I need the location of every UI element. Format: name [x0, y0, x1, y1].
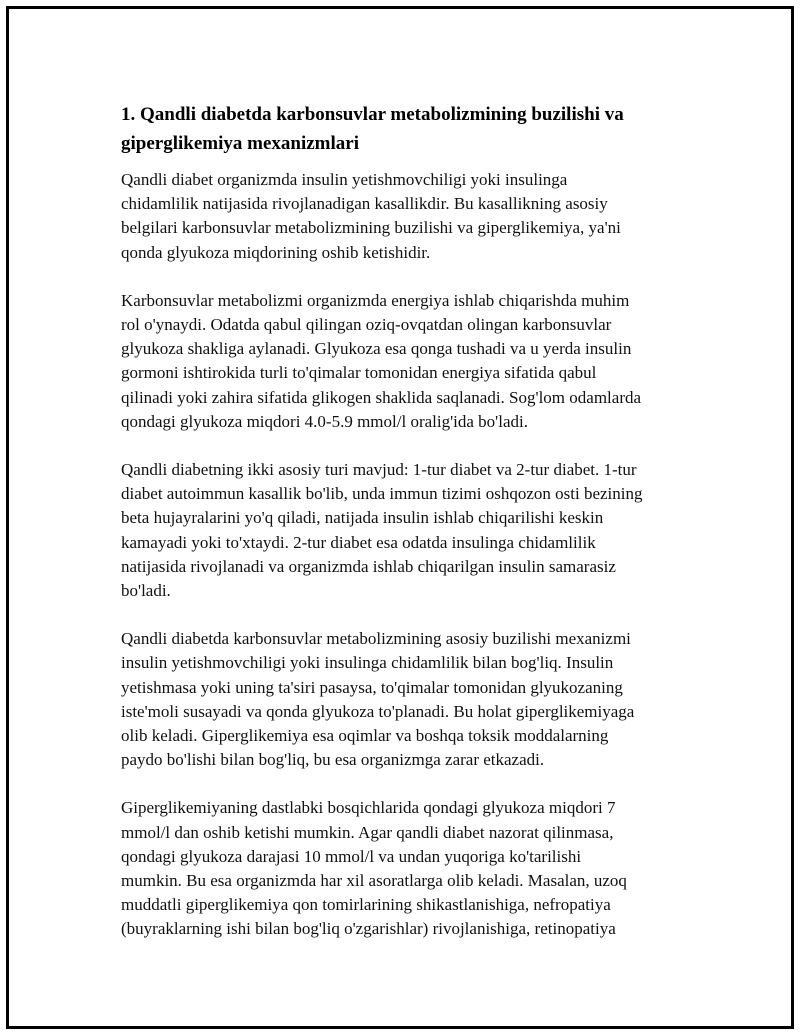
paragraph-2 — [121, 289, 696, 434]
text-line: glyukoza shakliga aylanadi. Glyukoza esa qonga tushadi va u yerda insulin — [121, 339, 632, 359]
text-line: iste'moli susayadi va qonda glyukoza to'planadi. Bu holat giperglikemiyaga — [121, 701, 635, 721]
text-line: kamayadi yoki to'xtaydi. 2-tur diabet esa odatda insulinga chidamlilik — [121, 532, 596, 552]
heading-line: giperglikemiya mexanizmlari — [121, 133, 359, 154]
text-line: Giperglikemiyaning dastlabki bosqichlarida qondagi glyukoza miqdori 7 — [121, 798, 616, 818]
text-line: qonda glyukoza miqdorining oshib ketishidir. — [121, 242, 431, 262]
text-line: insulin yetishmovchiligi yoki insulinga chidamlilik bilan bog'liq. Insulin — [121, 653, 614, 673]
text-line: Karbonsuvlar metabolizmi organizmda energiya ishlab chiqarishda muhim — [121, 290, 630, 310]
text-line: qondagi glyukoza darajasi 10 mmol/l va undan yuqoriga ko'tarilishi — [121, 846, 582, 866]
text-line: beta hujayralarini yo'q qiladi, natijada insulin ishlab chiqarilishi keskin — [121, 508, 604, 528]
text-line: chidamlilik natijasida rivojlanadigan kasallikdir. Bu kasallikning asosiy — [121, 194, 608, 214]
text-line: qondagi glyukoza miqdori 4.0-5.9 mmol/l oralig'ida bo'ladi. — [121, 411, 528, 431]
document-body — [121, 100, 696, 966]
paragraph-1 — [121, 168, 696, 265]
paragraph-3 — [121, 458, 696, 603]
text-line: rol o'ynaydi. Odatda qabul qilingan oziq-ovqatdan olingan karbonsuvlar — [121, 315, 612, 335]
text-line: Qandli diabetda karbonsuvlar metabolizmining asosiy buzilishi mexanizmi — [121, 629, 631, 649]
paragraph-5 — [121, 796, 696, 941]
page-frame — [6, 6, 794, 1029]
text-line: qilinadi yoki zahira sifatida glikogen shaklida saqlanadi. Sog'lom odamlarda — [121, 387, 642, 407]
text-line: Qandli diabet organizmda insulin yetishmovchiligi yoki insulinga — [121, 170, 568, 189]
heading-line: 1. Qandli diabetda karbonsuvlar metabolizmining buzilishi va — [121, 104, 624, 125]
text-line: mumkin. Bu esa organizmda har xil asoratlarga olib keladi. Masalan, uzoq — [121, 871, 627, 891]
text-line: olib keladi. Giperglikemiya esa oqimlar va boshqa toksik moddalarning — [121, 726, 609, 746]
text-line: natijasida rivojlanadi va organizmda ishlab chiqarilgan insulin samarasiz — [121, 556, 616, 576]
text-line: Qandli diabetning ikki asosiy turi mavjud: 1-tur diabet va 2-tur diabet. 1-tur — [121, 460, 637, 480]
text-line: paydo bo'lishi bilan bog'liq, bu esa organizmga zarar etkazadi. — [121, 750, 545, 770]
text-line: gormoni ishtirokida turli to'qimalar tomonidan energiya sifatida qabul — [121, 363, 597, 383]
text-line: belgilari karbonsuvlar metabolizmining buzilishi va giperglikemiya, ya'ni — [121, 218, 621, 238]
text-line: muddatli giperglikemiya qon tomirlarining shikastlanishiga, nefropatiya — [121, 895, 611, 915]
paragraph-4 — [121, 627, 696, 772]
text-line: diabet autoimmun kasallik bo'lib, unda immun tizimi oshqozon osti bezining — [121, 484, 643, 504]
section-heading — [121, 100, 696, 158]
text-line: (buyraklarning ishi bilan bog'liq o'zgarishlar) rivojlanishiga, retinopatiya — [121, 919, 616, 939]
text-line: yetishmasa yoki uning ta'siri pasaysa, to'qimalar tomonidan glyukozaning — [121, 677, 623, 697]
text-line: mmol/l dan oshib ketishi mumkin. Agar qandli diabet nazorat qilinmasa, — [121, 822, 614, 842]
text-line: bo'ladi. — [121, 581, 171, 601]
